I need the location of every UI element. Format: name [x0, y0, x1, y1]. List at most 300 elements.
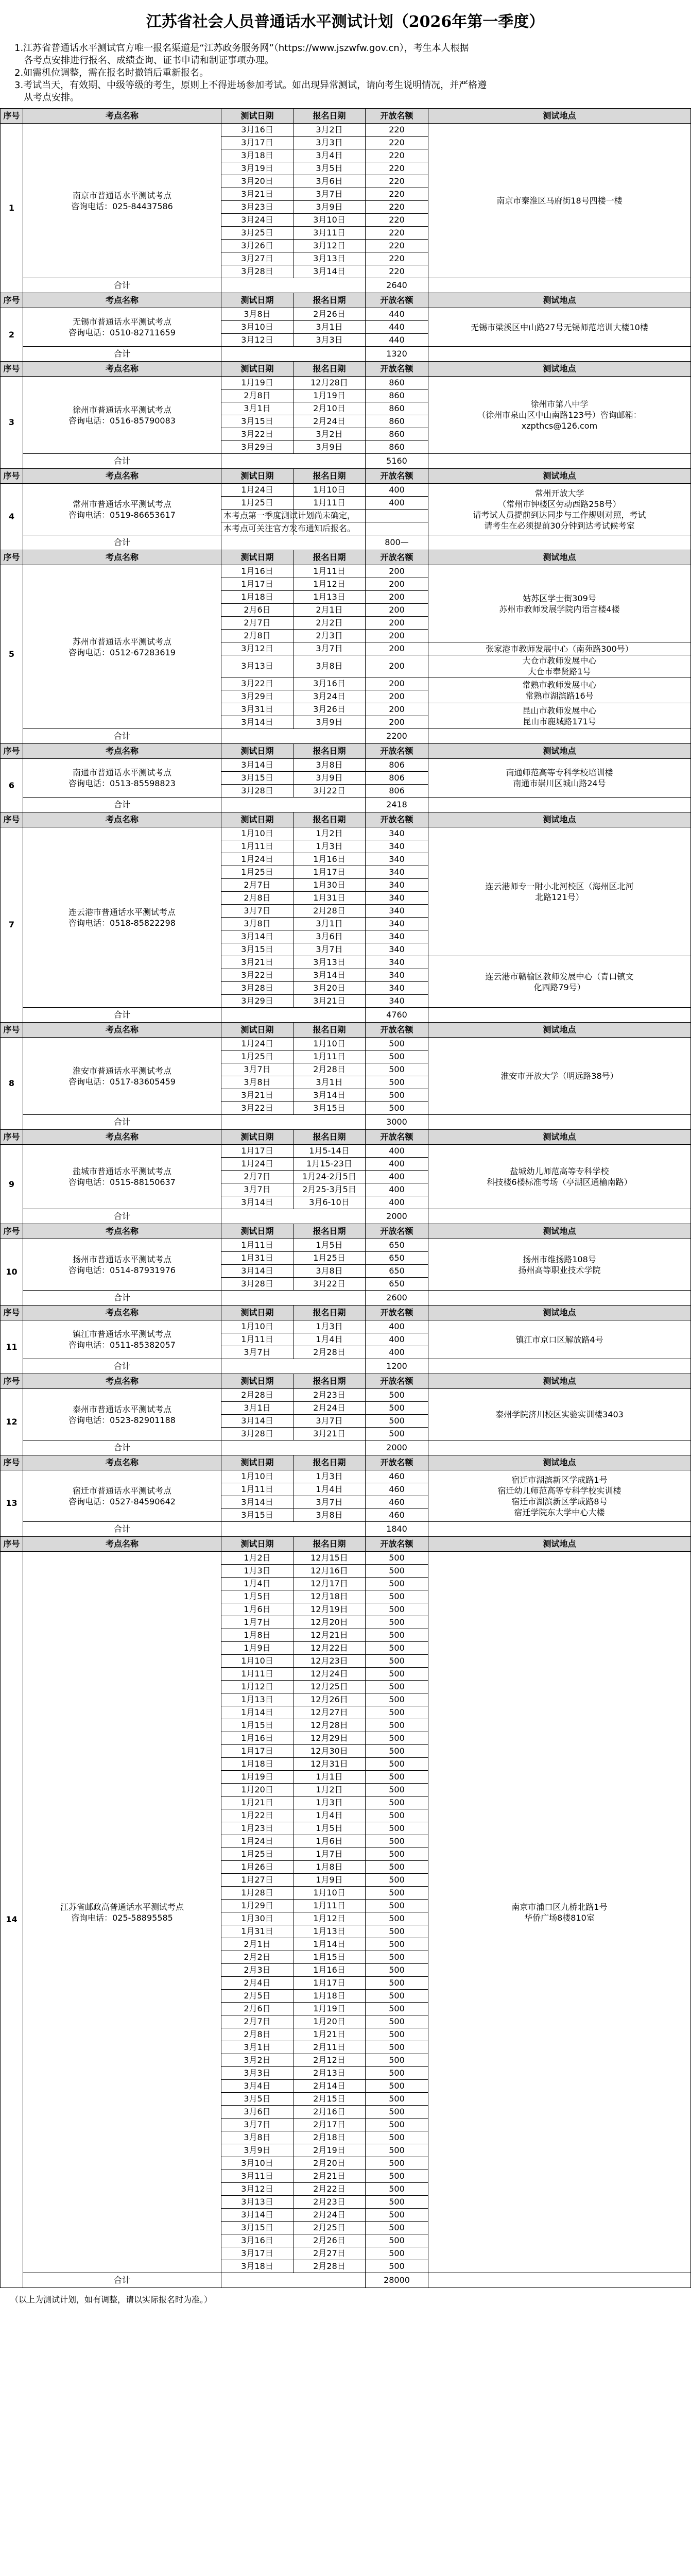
- quota: 806: [366, 759, 428, 772]
- test-date: 3月15日: [221, 1509, 293, 1522]
- test-date: 1月19日: [221, 1771, 293, 1784]
- section-total-row: [1, 1440, 691, 1455]
- registration-date: 12月23日: [293, 1655, 366, 1668]
- test-date: 1月10日: [221, 1320, 293, 1333]
- registration-date: 2月20日: [293, 2157, 366, 2170]
- registration-date: 3月14日: [293, 1089, 366, 1102]
- test-location-line: 请考生在必须提前30分钟到达考试候考室: [484, 520, 635, 531]
- quota: [366, 522, 428, 535]
- test-date: 3月12日: [221, 2183, 293, 2196]
- test-location-line: 南通市崇川区城山路24号: [513, 778, 606, 788]
- test-date: 3月22日: [221, 969, 293, 982]
- test-date: 3月8日: [221, 1076, 293, 1089]
- test-location: [428, 677, 691, 703]
- header-date: 测试日期: [221, 1306, 293, 1320]
- header-reg-date: 报名日期: [293, 469, 366, 484]
- test-date: 1月18日: [221, 1758, 293, 1771]
- quota: 220: [366, 188, 428, 201]
- quota: 460: [366, 1470, 428, 1483]
- header-name: 考点名称: [23, 1130, 221, 1145]
- test-date: 3月13日: [221, 2196, 293, 2209]
- quota: 400: [366, 1171, 428, 1183]
- test-center-name-line: 宿迁市普通话水平测试考点: [72, 1485, 171, 1496]
- quota: 440: [366, 334, 428, 347]
- test-center-name: [23, 1239, 221, 1291]
- test-center-name-line: 咨询电话：025-84437586: [71, 201, 173, 211]
- test-location-line: 大仓市教师发展中心: [522, 656, 597, 666]
- header-date: 测试日期: [221, 1130, 293, 1145]
- quota: 500: [366, 1050, 428, 1063]
- quota: 220: [366, 265, 428, 278]
- quota: 500: [366, 2067, 428, 2080]
- test-center-name-line: 咨询电话：0515-88150637: [68, 1177, 176, 1187]
- quota: 400: [366, 1196, 428, 1209]
- quota: 220: [366, 149, 428, 162]
- registration-date: 2月2日: [293, 617, 366, 630]
- section-total-row: [1, 454, 691, 469]
- quota: 860: [366, 377, 428, 389]
- quota: 220: [366, 214, 428, 227]
- registration-date: 1月14日: [293, 1938, 366, 1951]
- test-center-name-line: 咨询电话：0517-83605459: [68, 1076, 176, 1087]
- quota: 500: [366, 2196, 428, 2209]
- registration-date: 1月10日: [293, 1038, 366, 1050]
- quota: 500: [366, 1797, 428, 1809]
- test-location-line: 南通师范高等专科学校培训楼: [506, 768, 613, 777]
- test-location: [428, 565, 691, 642]
- registration-date: 3月14日: [293, 969, 366, 982]
- quota: 500: [366, 2028, 428, 2041]
- header-quota: 开放名额: [366, 109, 428, 124]
- total-value: 2000: [366, 1209, 428, 1224]
- quota: 500: [366, 1693, 428, 1706]
- test-location: [428, 484, 691, 535]
- note-line: 从考点安排。: [14, 92, 79, 103]
- registration-date: 1月5日: [293, 1239, 366, 1252]
- registration-date: 2月28日: [293, 1063, 366, 1076]
- test-location-line: 张家港市教师发展中心（南苑路300号）: [486, 643, 633, 654]
- header-location: 测试地点: [428, 1306, 691, 1320]
- total-value: 5160: [366, 454, 428, 469]
- registration-date: 3月7日: [293, 642, 366, 655]
- test-location: [428, 956, 691, 1008]
- quota: 806: [366, 772, 428, 785]
- test-date: 2月6日: [221, 604, 293, 617]
- header-name: 考点名称: [23, 293, 221, 308]
- total-label: 合计: [23, 729, 221, 744]
- quota: 806: [366, 785, 428, 798]
- header-location: 测试地点: [428, 550, 691, 565]
- test-date: 3月22日: [221, 428, 293, 441]
- total-label: 合计: [23, 1115, 221, 1130]
- header-reg-date: 报名日期: [293, 1374, 366, 1389]
- section-total-row: [1, 1522, 691, 1537]
- test-date: 3月29日: [221, 441, 293, 454]
- test-location: [428, 655, 691, 677]
- registration-date: 3月3日: [293, 137, 366, 149]
- test-center-name-line: 无锡市普通话水平测试考点: [72, 317, 171, 327]
- quota: 500: [366, 1977, 428, 1990]
- test-location-line: 北路121号）: [535, 892, 584, 902]
- test-date: 3月14日: [221, 1265, 293, 1278]
- section-seq: 1: [1, 124, 23, 293]
- total-spacer: [221, 798, 366, 812]
- test-date: 3月3日: [221, 2067, 293, 2080]
- test-location-line: （徐州市泉山区中山南路123号）咨询邮箱：: [477, 410, 642, 420]
- registration-date: 3月8日: [293, 759, 366, 772]
- test-center-name: [23, 1552, 221, 2273]
- test-location-line: 连云港市赣榆区教师发展中心（青口镇文: [485, 971, 634, 981]
- section-seq: 2: [1, 308, 23, 362]
- test-date: 2月7日: [221, 2015, 293, 2028]
- header-name: 考点名称: [23, 109, 221, 124]
- note-line: 2.如需机位调整，需在报名时撤销后重新报名。: [14, 67, 209, 78]
- quota: 500: [366, 1415, 428, 1428]
- header-quota: 开放名额: [366, 1023, 428, 1038]
- registration-date: 12月27日: [293, 1706, 366, 1719]
- total-value: 2200: [366, 729, 428, 744]
- header-reg-date: 报名日期: [293, 109, 366, 124]
- registration-date: 1月11日: [293, 497, 366, 510]
- test-date: 3月19日: [221, 162, 293, 175]
- table-row: [1, 484, 691, 497]
- header-reg-date: 报名日期: [293, 1224, 366, 1239]
- test-date: 2月1日: [221, 1938, 293, 1951]
- section-total-row: [1, 2273, 691, 2288]
- section-seq: 13: [1, 1470, 23, 1537]
- quota: 500: [366, 2144, 428, 2157]
- registration-date: 3月9日: [293, 716, 366, 729]
- test-location-line: 化西路79号）: [533, 982, 585, 992]
- quota: 340: [366, 930, 428, 943]
- test-date: 3月24日: [221, 214, 293, 227]
- quota: 440: [366, 308, 428, 321]
- header-seq: 序号: [1, 1455, 23, 1470]
- quota: 340: [366, 827, 428, 840]
- test-location-line: 扬州市维扬路108号: [523, 1254, 596, 1264]
- quota: 500: [366, 1938, 428, 1951]
- test-location: [428, 1389, 691, 1440]
- test-date: 3月12日: [221, 642, 293, 655]
- test-date: 3月1日: [221, 2041, 293, 2054]
- registration-date: 3月20日: [293, 982, 366, 995]
- quota: 500: [366, 1745, 428, 1758]
- table-row: [1, 377, 691, 389]
- quota: 400: [366, 1320, 428, 1333]
- quota: 400: [366, 1333, 428, 1346]
- section-seq: 11: [1, 1320, 23, 1374]
- test-date: 1月11日: [221, 1333, 293, 1346]
- test-center-name-line: 淮安市普通话水平测试考点: [72, 1065, 171, 1076]
- registration-date: 2月24日: [293, 2209, 366, 2222]
- registration-date: 12月20日: [293, 1616, 366, 1629]
- test-date: 1月5日: [221, 1590, 293, 1603]
- quota: 650: [366, 1278, 428, 1291]
- test-location-line: 苏州市教师发展学院内语言楼4楼: [499, 604, 620, 614]
- test-center-name: [23, 484, 221, 535]
- table-row: [1, 1145, 691, 1158]
- test-date: 3月31日: [221, 703, 293, 716]
- test-date: 3月14日: [221, 1196, 293, 1209]
- quota: 500: [366, 1668, 428, 1681]
- section-total-row: [1, 347, 691, 362]
- test-date: 2月3日: [221, 1964, 293, 1977]
- quota: 500: [366, 1900, 428, 1912]
- registration-date: 12月22日: [293, 1642, 366, 1655]
- registration-date: 3月15日: [293, 1102, 366, 1115]
- registration-date: 1月21日: [293, 2028, 366, 2041]
- quota: 340: [366, 956, 428, 969]
- registration-date: 2月1日: [293, 604, 366, 617]
- test-location: [428, 1038, 691, 1115]
- test-center-name-line: 咨询电话：025-58895585: [71, 1912, 173, 1923]
- section-total-row: [1, 535, 691, 550]
- test-date: 1月11日: [221, 1668, 293, 1681]
- registration-date: 3月14日: [293, 265, 366, 278]
- test-center-name: [23, 124, 221, 278]
- notes: [0, 35, 690, 108]
- header-seq: 序号: [1, 469, 23, 484]
- header-location: 测试地点: [428, 469, 691, 484]
- total-value: 1200: [366, 1359, 428, 1374]
- registration-date: 12月16日: [293, 1565, 366, 1578]
- section-seq: 12: [1, 1389, 23, 1455]
- header-quota: 开放名额: [366, 1306, 428, 1320]
- test-date: 3月14日: [221, 1496, 293, 1509]
- registration-date: 2月22日: [293, 2183, 366, 2196]
- test-date: 3月1日: [221, 1402, 293, 1415]
- quota: 500: [366, 2015, 428, 2028]
- test-date: 1月11日: [221, 840, 293, 853]
- registration-date: 1月1日: [293, 1771, 366, 1784]
- test-date: 3月27日: [221, 252, 293, 265]
- test-center-name-line: 江苏省邮政高普通话水平测试考点: [60, 1902, 184, 1912]
- test-date: 3月12日: [221, 334, 293, 347]
- test-date: 3月9日: [221, 2144, 293, 2157]
- quota: 220: [366, 201, 428, 214]
- header-quota: 开放名额: [366, 1130, 428, 1145]
- test-date: 1月17日: [221, 1145, 293, 1158]
- test-date: 3月7日: [221, 1346, 293, 1359]
- total-spacer: [428, 798, 691, 812]
- test-date: 2月8日: [221, 630, 293, 642]
- section-header-row: [1, 1306, 691, 1320]
- quota: 500: [366, 1719, 428, 1732]
- total-spacer: [428, 1115, 691, 1130]
- header-seq: 序号: [1, 362, 23, 377]
- header-date: 测试日期: [221, 812, 293, 827]
- registration-date: 12月19日: [293, 1603, 366, 1616]
- test-date: 1月19日: [221, 377, 293, 389]
- total-spacer: [428, 1008, 691, 1023]
- total-spacer: [428, 1522, 691, 1537]
- registration-date: 3月12日: [293, 240, 366, 252]
- quota: 500: [366, 1389, 428, 1402]
- quota: 500: [366, 2170, 428, 2183]
- registration-date: 1月3日: [293, 1797, 366, 1809]
- table-row: [1, 1389, 691, 1402]
- quota: 500: [366, 1964, 428, 1977]
- header-quota: 开放名额: [366, 362, 428, 377]
- test-date: 3月15日: [221, 2222, 293, 2234]
- quota: 400: [366, 497, 428, 510]
- section-header-row: [1, 550, 691, 565]
- test-date: 3月14日: [221, 1415, 293, 1428]
- header-name: 考点名称: [23, 1537, 221, 1552]
- test-location-line: 昆山市教师发展中心: [522, 705, 597, 716]
- quota: 500: [366, 2054, 428, 2067]
- section-seq: 5: [1, 565, 23, 744]
- registration-date: 3月2日: [293, 428, 366, 441]
- test-center-name: [23, 565, 221, 729]
- quota: 440: [366, 321, 428, 334]
- header-name: 考点名称: [23, 1224, 221, 1239]
- test-date: 1月29日: [221, 1900, 293, 1912]
- header-location: 测试地点: [428, 1374, 691, 1389]
- quota: 500: [366, 2183, 428, 2196]
- quota: 500: [366, 1629, 428, 1642]
- header-name: 考点名称: [23, 812, 221, 827]
- quota: 340: [366, 853, 428, 866]
- test-date: 3月15日: [221, 943, 293, 956]
- total-spacer: [428, 1359, 691, 1374]
- header-date: 测试日期: [221, 1374, 293, 1389]
- test-location-line: 科技楼6楼标准考场（亭湖区通榆南路）: [487, 1177, 632, 1187]
- registration-date: 1月9日: [293, 1874, 366, 1887]
- section-seq: 14: [1, 1552, 23, 2288]
- test-date: 3月28日: [221, 265, 293, 278]
- header-quota: 开放名额: [366, 293, 428, 308]
- section-header-row: [1, 109, 691, 124]
- total-spacer: [221, 729, 366, 744]
- registration-date: 1月3日: [293, 1470, 366, 1483]
- registration-date: 3月22日: [293, 785, 366, 798]
- header-seq: 序号: [1, 293, 23, 308]
- total-label: 合计: [23, 454, 221, 469]
- test-location-line: 大仓市奉贤路1号: [528, 667, 591, 676]
- registration-date: 2月21日: [293, 2170, 366, 2183]
- quota: 200: [366, 690, 428, 703]
- section-header-row: [1, 362, 691, 377]
- test-center-name-line: 咨询电话：0518-85822298: [68, 918, 176, 928]
- total-spacer: [221, 1115, 366, 1130]
- total-spacer: [221, 1522, 366, 1537]
- total-value: 2000: [366, 1440, 428, 1455]
- registration-date: 1月6日: [293, 1835, 366, 1848]
- test-date: 1月14日: [221, 1706, 293, 1719]
- table-row: [1, 124, 691, 137]
- note-line: 3.考试当天，有效期、中级等级的考生，原则上不得进场参加考试。如出现异常测试，请向考生说明情况，并严格遵: [14, 80, 487, 91]
- test-location-line: 宿迁市湖滨新区学成路8号: [511, 1496, 608, 1506]
- quota: 220: [366, 252, 428, 265]
- quota: 500: [366, 1590, 428, 1603]
- total-spacer: [428, 347, 691, 362]
- quota: 500: [366, 1655, 428, 1668]
- registration-date: 2月28日: [293, 905, 366, 918]
- test-date: 3月28日: [221, 785, 293, 798]
- quota: 500: [366, 1102, 428, 1115]
- registration-date: 3月4日: [293, 149, 366, 162]
- quota: 860: [366, 441, 428, 454]
- test-center-name: [23, 377, 221, 454]
- test-center-name-line: 咨询电话：0514-87931976: [68, 1265, 176, 1275]
- quota: 200: [366, 565, 428, 578]
- test-date: 2月5日: [221, 1990, 293, 2003]
- quota: 860: [366, 389, 428, 402]
- quota: 500: [366, 1565, 428, 1578]
- quota: 500: [366, 1616, 428, 1629]
- quota: 460: [366, 1483, 428, 1496]
- test-location-line: xzpthcs@126.com: [521, 421, 598, 431]
- header-location: 测试地点: [428, 293, 691, 308]
- quota: 500: [366, 2093, 428, 2106]
- registration-date: 3月7日: [293, 943, 366, 956]
- table-row: [1, 565, 691, 578]
- header-quota: 开放名额: [366, 812, 428, 827]
- registration-date: 1月30日: [293, 879, 366, 892]
- quota: 500: [366, 1874, 428, 1887]
- test-date: 1月3日: [221, 1565, 293, 1578]
- quota: 340: [366, 969, 428, 982]
- total-label: 合计: [23, 1008, 221, 1023]
- registration-date: 1月24-2月5日: [293, 1171, 366, 1183]
- registration-date: 3月3日: [293, 334, 366, 347]
- quota: 220: [366, 175, 428, 188]
- test-date: 1月2日: [221, 1552, 293, 1565]
- header-seq: 序号: [1, 1224, 23, 1239]
- registration-date: 12月24日: [293, 1668, 366, 1681]
- registration-date: 1月2日: [293, 1784, 366, 1797]
- header-date: 测试日期: [221, 550, 293, 565]
- total-value: 800—: [366, 535, 428, 550]
- quota: 500: [366, 1732, 428, 1745]
- quota: 460: [366, 1509, 428, 1522]
- table-row: [1, 759, 691, 772]
- test-location-line: 连云港师专一附小北河校区（海州区北河: [485, 881, 634, 891]
- registration-date: 1月19日: [293, 389, 366, 402]
- header-seq: 序号: [1, 109, 23, 124]
- test-date: 1月6日: [221, 1603, 293, 1616]
- test-date: 1月4日: [221, 1578, 293, 1590]
- header-date: 测试日期: [221, 744, 293, 759]
- registration-date: 3月21日: [293, 1428, 366, 1440]
- test-date: 3月1日: [221, 402, 293, 415]
- quota: 460: [366, 1496, 428, 1509]
- quota: 500: [366, 2080, 428, 2093]
- test-date: 1月22日: [221, 1809, 293, 1822]
- header-reg-date: 报名日期: [293, 1306, 366, 1320]
- total-value: 2418: [366, 798, 428, 812]
- registration-date: 1月4日: [293, 1333, 366, 1346]
- quota: 650: [366, 1252, 428, 1265]
- test-date: 3月7日: [221, 905, 293, 918]
- test-date: 3月29日: [221, 690, 293, 703]
- registration-date: 1月20日: [293, 2015, 366, 2028]
- test-date: 1月25日: [221, 1848, 293, 1861]
- quota: 200: [366, 703, 428, 716]
- quota: 220: [366, 162, 428, 175]
- test-location-line: 姑苏区学士街309号: [523, 593, 596, 603]
- quota: 500: [366, 2222, 428, 2234]
- test-location-line: 宿迁幼儿师范高等专科学校实训楼: [497, 1485, 621, 1496]
- total-value: 4760: [366, 1008, 428, 1023]
- quota: 400: [366, 1346, 428, 1359]
- table-row: [1, 1552, 691, 1565]
- registration-date: 3月26日: [293, 703, 366, 716]
- section-header-row: [1, 1537, 691, 1552]
- total-value: 1320: [366, 347, 428, 362]
- table-row: [1, 1239, 691, 1252]
